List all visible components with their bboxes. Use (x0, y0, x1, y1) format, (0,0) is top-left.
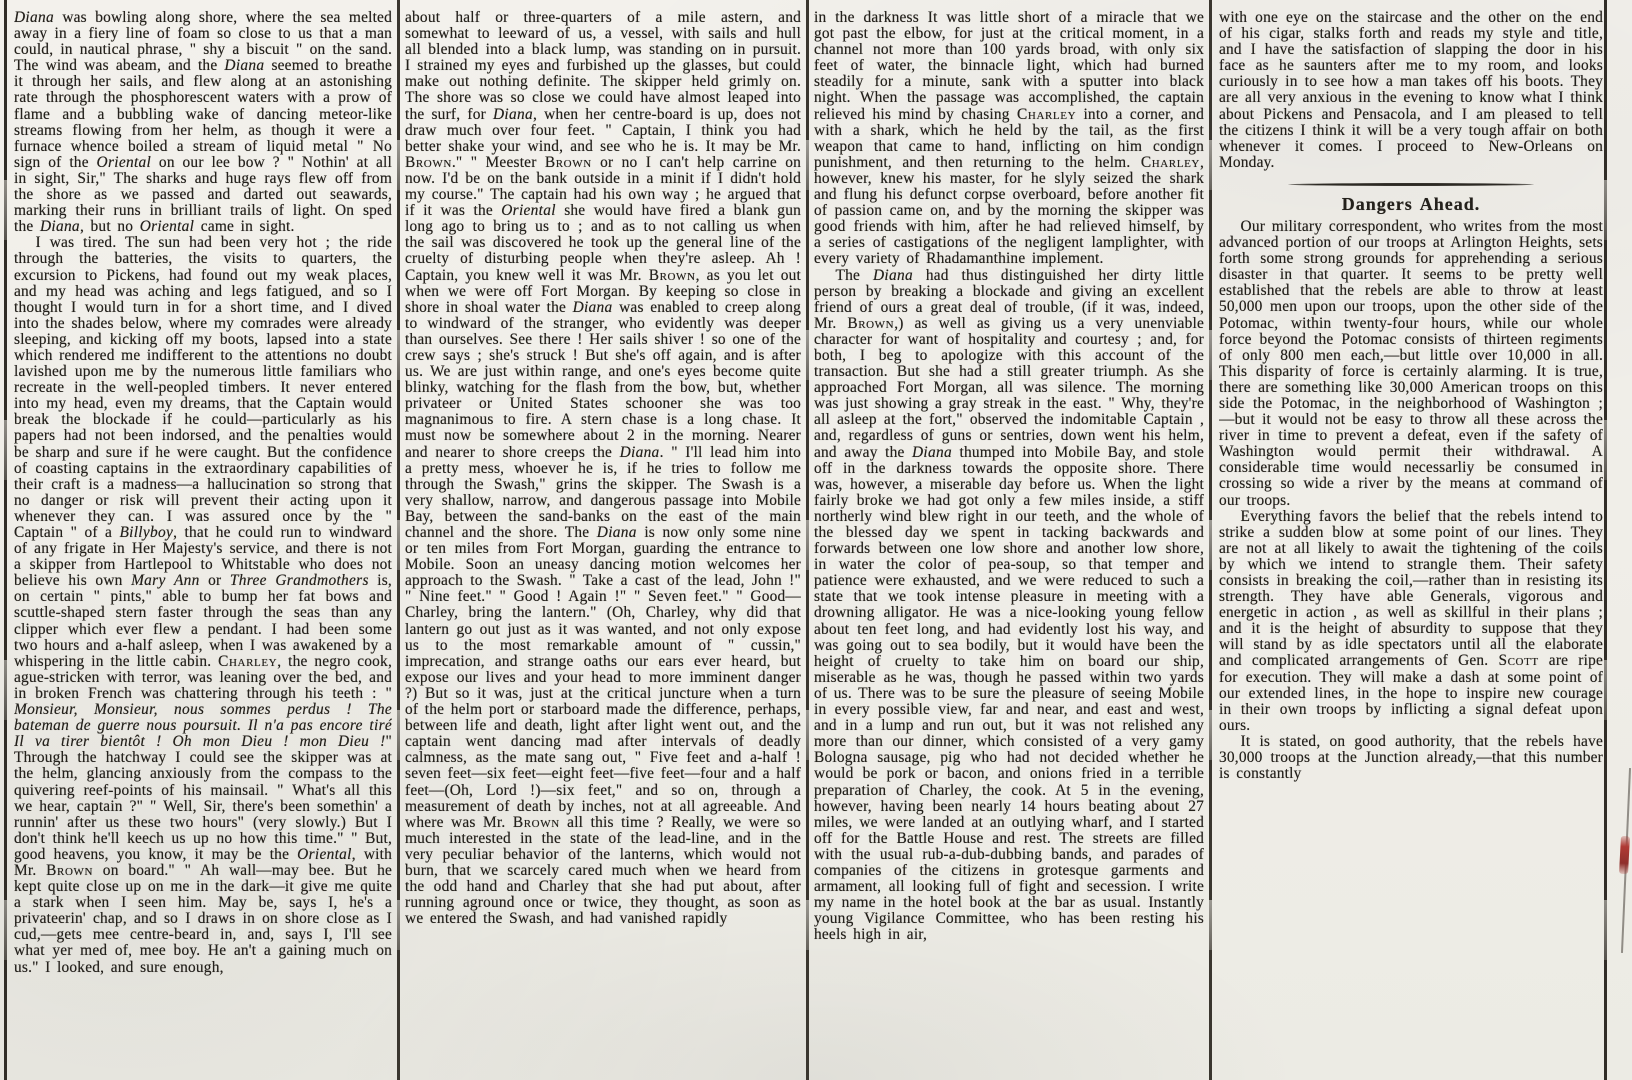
paragraph: Everything favors the belief that the rebels intend to strike a sudden blow at some point of our lines. They are not at all likely to await the tightening of the coils by which we intend to strangle them. Their safety consists in breaking the coil,—rather than in resisting its strength. They have able Generals, vigorous and energetic in action , as well as skillful in their plans ; and it is the height of absurdity to suppose that they will stand by as idle spectators until all the elaborate and complicated arrangements of Gen. Scott are ripe for execution. They will make a dash at some point of our extended lines, in the hope to inspire new courage in their own troops by inflicting a signal defeat upon ours. (1219, 507, 1603, 734)
paragraph: in the darkness It was little short of a miracle that we got past the elbow, for just at the critical moment, in a channel not more than 100 yards broad, with only six feet of water, the binnacle light, which had burned steadily for a minute, sank with a sputter into black night. When the passage was accomplished, the captain relieved his mind by chasing Charley into a corner, and with a shark, which he held by the tail, as the first weapon that came to hand, inflicting on him condign punishment, and then returning to the helm. Charley, however, knew his master, for he slyly seized the shark and flung his defunct corpse overboard, before another fit of passion came on, and by the morning the skipper was good friends with him, after he had relieved himself, by a series of castigations of the negligent lamplighter, with every variety of Rhadamanthine implement. (814, 10, 1204, 268)
section-divider-rule (1288, 183, 1534, 186)
column-rule (1204, 10, 1219, 1074)
section-heading: Dangers Ahead. (1341, 193, 1481, 214)
newspaper-column-1 (14, 10, 392, 1074)
paragraph: Our military correspondent, who writes from the most advanced portion of our troops at Arlington Heights, sets forth some strong grounds for apprehending a serious disaster in that quarter. It seems to be pretty well established that the rebels are able to throw at least 50,000 men upon our troops, upon the other side of the Potomac, within twenty-four hours, while our whole force beyond the Potomac consists of thirteen regiments of only 800 men each,—but little over 10,000 in all. This disparity of force is certainly alarming. It is true, there are something like 30,000 American troops on this side the Potomac, in the neighborhood of Washington ;—but it would not be easy to throw all these across the river in time to prevent a defeat, even if the safety of Washington would permit their withdrawal. A considerable time would necessarliy be consumed in crossing so wide a river by the means at command of our troops. (1219, 217, 1603, 509)
column-rule (801, 10, 814, 1074)
newspaper-column-2 (405, 10, 801, 1074)
column-rule (392, 10, 405, 1074)
paragraph: It is stated, on good authority, that the rebels have 30,000 troops at the Junction already,—that this number is constantly (1219, 732, 1603, 783)
left-edge-column-rule (4, 0, 7, 1080)
paragraph: about half or three-quarters of a mile astern, and somewhat to leeward of us, a vessel, with sails and hull all blended into a black lump, was standing on in pursuit. I strained my eyes and furbished up the glasses, but could make out nothing definite. The skipper held grimly on. The shore was so close we could have almost leaped into the surf, for Diana, when her centre-board is up, does not draw much over four feet. " Captain, I think you had better shake your wind, and see who he is. It may be Mr. Brown." " Meester Brown or no I can't help carrine on now. I'd be on the bank outside in a minit if I didn't hold my course." The captain had his own way ; he argued that if it was the Oriental she would have fired a blank gun long ago to bring us to ; and as to not calling us when the sail was discovered he took up the general line of the cruelty of disturbing people when they're asleep. Ah ! Captain, you knew well it was Mr. Brown, as you let out when we were off Fort Morgan. By keeping so close in shore in shoal water the Diana was enabled to creep along to windward of the stranger, who evidently was deeper than ourselves. See there ! Her sails shiver ! so one of the crew says ; she's struck ! But she's off again, and is after us. We are just within range, and one's eyes become quite blinky, watching for the flash from the bow, but, whether privateer or United States schooner she was too magnanimous to fire. A stern chase is a long chase. It must now be somewhere about 2 in the morning. Nearer and nearer to shore creeps the Diana. " I'll lead him into a pretty mess, whoever he is, if he tries to follow me through the Swash," grins the skipper. The Swash is a very shallow, narrow, and dangerous passage into Mobile Bay, between the sand-banks on the east of the main channel and the shore. The Diana is now only some nine or ten miles from Fort Morgan, guarding the entrance to Mobile. Soon an uneasy dancing motion welcomes her approach to the Swash. " Take a cast of the lead, John !" " Nine feet." " Good ! Again !" " Seven feet." " Good—Charley, bring the lantern." (Oh, Charley, why did that lantern go out just as it was wanted, and not only expose us to the most remarkable amount of " cussin," imprecation, and strange oaths our ears ever heard, but expose our lives and your head to more imminent danger ?) But so it was, just at the critical juncture when a turn of the helm port or starboard made the difference, perhaps, between life and death, light after light went out, and the captain went dancing mad after intervals of deadly calmness, as the mate sang out, " Five feet and a-half ! seven feet—six feet—eight feet—five feet—four and a half feet—(Oh, Lord !)—six feet," and so on, through a measurement of death by inches, not at all agreeable. And where was Mr. Brown all this time ? Really, we were so much interested in the state of the lead-line, and in the very peculiar behavior of the lanterns, which would not burn, that we scarcely cared much when we heard from the odd hand and Charley that she had put about, after running aground once or twice, they thought, as soon as we entered the Swash, and had vanished rapidly (405, 10, 801, 928)
newspaper-column-4 (1219, 10, 1603, 1074)
paragraph: with one eye on the staircase and the other on the end of his cigar, stalks forth and reads my style and title, and I have the satisfaction of slapping the door in his face as he saunters after me to my room, and looks curiously in to see how a man takes off his boots. They are all very anxious in the evening to know what I think about Pickens and Pensacola, and I am pleased to tell the citizens I think it will be a very tough affair on both whenever it comes. I proceed to New-Orleans on Monday. (1219, 10, 1603, 171)
right-edge-column-rule (1604, 0, 1607, 1080)
paragraph: Diana was bowling along shore, where the sea melted away in a fiery line of foam so close to us that a man could, in nautical phrase, " shy a biscuit " on the sand. The wind was abeam, and the Diana seemed to breathe it through her sails, and flew along at an astonishing rate through the phosphorescent waters with a prow of flame and a bubbling wake of dancing meteor-like streams flowing from her helm, as though it were a furnace whence boiled a stream of liquid metal " No sign of the Oriental on our lee bow ? " Nothin' at all in sight, Sir," The sharks and huge rays flew off from the shore as we passed and darted out seawards, marking their runs in brilliant trails of light. On sped the Diana, but no Oriental came in sight. (14, 10, 392, 236)
paragraph: I was tired. The sun had been very hot ; the ride through the batteries, the visits to quarters, the excursion to Pickens, had found out my weak places, and my head was aching and legs fatigued, and so I thought I would turn in for a short time, and I dived into the shades below, where my comrades were already sleeping, and kicking off my boots, lapsed into a state which rendered me indifferent to the attentions no doubt lavished upon me by the numerous little familiars who recreate in the well-peopled timbers. It never entered into my head, even my dreams, that the Captain would break the blockade if he could—particularly as his papers had not been indorsed, and the penalties would be sharp and sure if he were caught. But the confidence of coasting captains in the extraordinary capabilities of their craft is a madness—a hallucination so strong that no danger or risk will prevent their acting upon it whenever they can. I was assured once by the " Captain " of a Billyboy, that he could run to windward of any frigate in Her Majesty's service, and there is not a skipper from Hartlepool to Whitstable who does not believe his own Mary Ann or Three Grandmothers is, on certain " pints," able to bump her fat bows and scuttle-shaped stern faster through the seas than any clipper which ever flew a pendant. I had been some two hours and a-half asleep, when I was awakened by a whispering in the little cabin. Charley, the negro cook, ague-stricken with terror, was leaning over the bed, and in broken French was chattering through his teeth : " Monsieur, Monsieur, nous sommes perdus ! The bateman de guerre nous poursuit. Il n'a pas encore tiré Il va tirer bientôt ! Oh mon Dieu ! mon Dieu !" Through the hatchway I could see the skipper was at the helm, glancing anxiously from the compass to the quivering reef-points of his mainsail. " What's all this we hear, captain ?" " Well, Sir, there's been somethin' a runnin' after us these two hours" (very slowly.) But I don't think he'll keech us up no how this time." " But, good heavens, you know, it may be the Oriental, with Mr. Brown on board." " Ah wall—may bee. But he kept quite close up on me in the dark—it give me quite a stark when I seen him. May be, says I, he's a privateerin' chap, and so I draws in on shore close as I cud,—gets mee centre-beard in, and, says I, I'll see what yer med of, mee boy. He an't a gaining much on us." I looked, and sure enough, (14, 234, 392, 976)
paragraph: The Diana had thus distinguished her dirty little person by breaking a blockade and giving an excellent friend of ours a great deal of trouble, (if it was, indeed, Mr. Brown,) as well as giving us a very unenviable character for want of hospitality and courtesy ; and, for both, I beg to apologize with this account of the transaction. But she had a still greater triumph. As she approached Fort Morgan, all was silence. The morning was just showing a gray streak in the east. " Why, they're all asleep at the fort," observed the indomitable Captain , and, regardless of guns or sentries, down went his helm, and away the Diana thumped into Mobile Bay, and stole off in the darkness towards the opposite shore. There was, however, a miserable day before us. When the light fairly broke we had got only a few miles inside, a stiff northerly wind blew right in our teeth, and the whole of the blessed day we spent in tacking backwards and forwards between one low shore and another low shore, in water the color of pea-soup, so that temper and patience were exhausted, and we were reduced to such a state that we took intense pleasure in meeting with a drowning alligator. He was a nice-looking young fellow about ten feet long, and had evidently lost his way, and was going out to sea bodily, but it would have been the height of cruelty to take him on board our ship, miserable as he was, though he passed within two yards of us. There was to be sure the pleasure of seeing Mobile in every possible view, far and near, and east and west, and in a lump and run out, but it was not relished any more than our dinner, which consisted of a very gamy Bologna sausage, pig who had not decided whether he would be pork or bacon, and onions fried in a terrible preparation of Charley, the cook. At 5 in the evening, however, having been nearly 14 hours beating about 27 miles, we were landed at an outlying wharf, and I started off for the Battle House and rest. The streets are filled with the usual rub-a-dub-dubbing bands, and parades of companies of the citizens in grotesque garments and armament, all looking full of fight and secession. I write my name in the hotel book at the bar as usual. Instantly young Vigilance Committee, who has been resting his heels high in air, (814, 266, 1204, 944)
newspaper-column-3 (814, 10, 1204, 1074)
